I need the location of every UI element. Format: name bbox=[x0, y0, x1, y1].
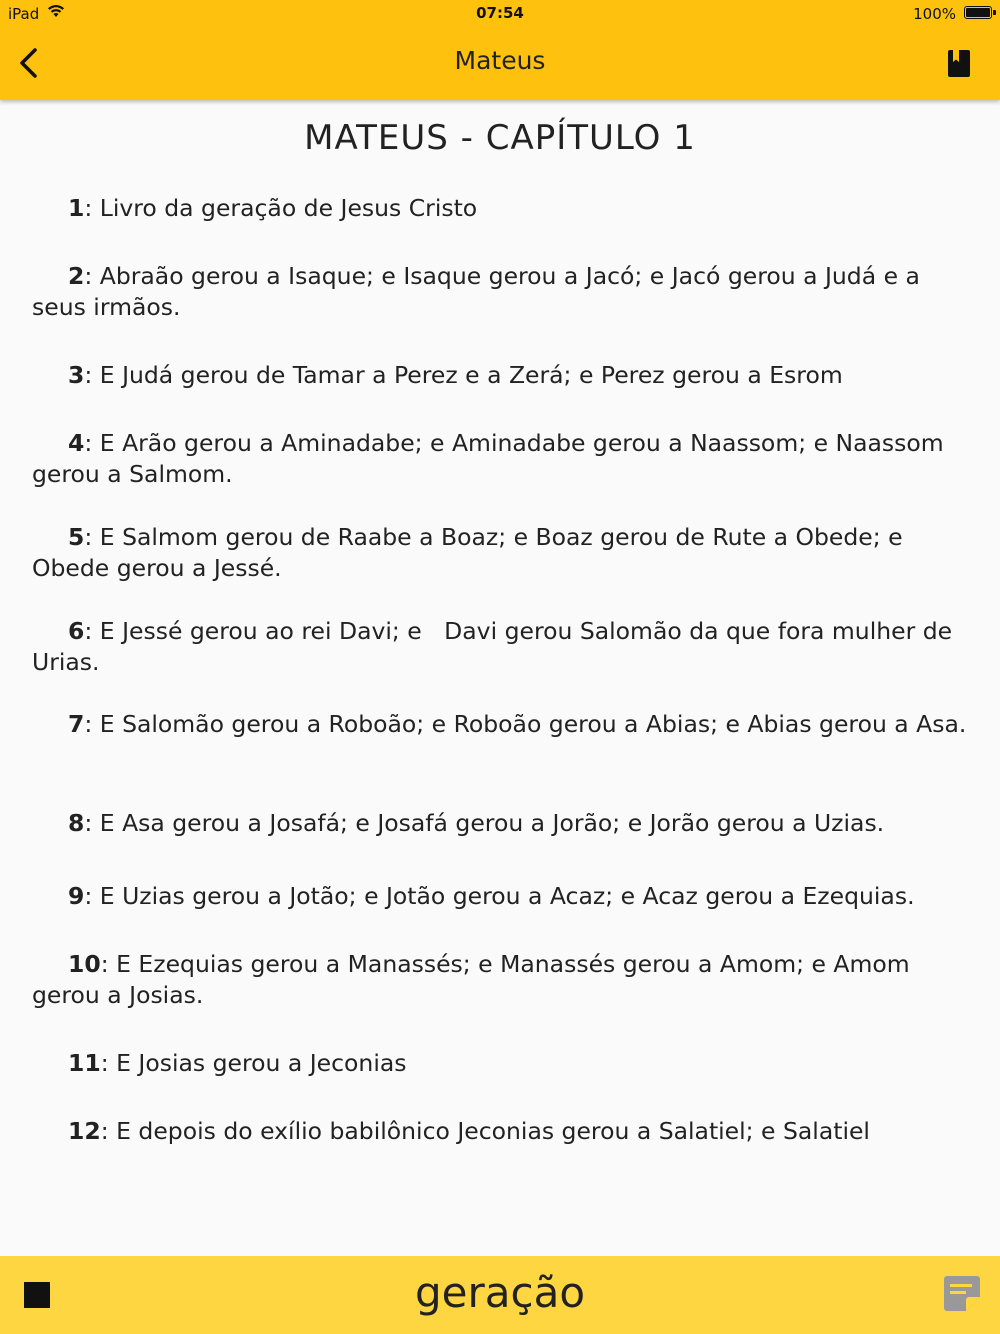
verse-number: 11 bbox=[68, 1049, 101, 1077]
battery-icon bbox=[964, 6, 992, 19]
verse-text: : E Salomão gerou a Roboão; e Roboão gerou a Abias; e Abias gerou a Asa. bbox=[84, 710, 967, 738]
status-time: 07:54 bbox=[476, 4, 524, 22]
note-button[interactable] bbox=[942, 1273, 982, 1313]
chapter-title: MATEUS - CAPÍTULO 1 bbox=[304, 118, 696, 158]
verse-number: 5 bbox=[68, 523, 85, 551]
verse[interactable] bbox=[32, 808, 972, 839]
verse-number: 4 bbox=[68, 429, 85, 457]
verse-text: : E depois do exílio babilônico Jeconias gerou a Salatiel; e Salatiel bbox=[100, 1117, 870, 1145]
verse-text: : E Josias gerou a Jeconias bbox=[100, 1049, 407, 1077]
verse-number: 12 bbox=[68, 1117, 101, 1145]
carrier-label: iPad bbox=[8, 5, 40, 23]
verse[interactable] bbox=[32, 709, 972, 740]
status-bar bbox=[0, 0, 1000, 28]
page-title: Mateus bbox=[454, 46, 546, 75]
verse[interactable] bbox=[32, 360, 972, 391]
verse[interactable] bbox=[32, 261, 972, 323]
verse[interactable] bbox=[32, 522, 972, 584]
verse-number: 1 bbox=[68, 194, 85, 222]
current-word: geração bbox=[414, 1268, 586, 1317]
verse[interactable] bbox=[32, 1048, 972, 1079]
verse-number: 9 bbox=[68, 882, 85, 910]
verse-text: : E Judá gerou de Tamar a Perez e a Zerá; e Perez gerou a Esrom bbox=[84, 361, 843, 389]
verse-text: : E Ezequias gerou a Manassés; e Manassés gerou a Amom; e Amom gerou a Josias. bbox=[32, 950, 910, 1009]
top-app-bar bbox=[0, 0, 1000, 100]
verse-number: 3 bbox=[68, 361, 85, 389]
verse-number: 8 bbox=[68, 809, 85, 837]
book-button[interactable] bbox=[948, 50, 970, 77]
verse[interactable] bbox=[32, 881, 972, 912]
verse[interactable] bbox=[32, 616, 972, 678]
verse-number: 7 bbox=[68, 710, 85, 738]
verse-text: : Livro da geração de Jesus Cristo bbox=[84, 194, 478, 222]
verse[interactable] bbox=[32, 949, 972, 1011]
verse-text: : Abraão gerou a Isaque; e Isaque gerou a Jacó; e Jacó gerou a Judá e a seus irmãos. bbox=[32, 262, 920, 321]
verse-text: : E Salmom gerou de Raabe a Boaz; e Boaz gerou de Rute a Obede; e Obede gerou a Jessé. bbox=[32, 523, 903, 582]
verse-text: : E Jessé gerou ao rei Davi; e Davi gerou Salomão da que fora mulher de Urias. bbox=[32, 617, 960, 676]
book-icon bbox=[948, 50, 970, 77]
verse-text: : E Arão gerou a Aminadabe; e Aminadabe gerou a Naassom; e Naassom gerou a Salmom. bbox=[32, 429, 944, 488]
verse[interactable] bbox=[32, 193, 972, 224]
verse[interactable] bbox=[32, 1116, 972, 1147]
verse-number: 10 bbox=[68, 950, 101, 978]
verse-text: : E Asa gerou a Josafá; e Josafá gerou a Jorão; e Jorão gerou a Uzias. bbox=[84, 809, 885, 837]
verse[interactable] bbox=[32, 428, 972, 490]
verse-text: : E Uzias gerou a Jotão; e Jotão gerou a Acaz; e Acaz gerou a Ezequias. bbox=[84, 882, 915, 910]
verse-number: 2 bbox=[68, 262, 85, 290]
chapter-content[interactable] bbox=[0, 100, 1000, 1255]
bottom-audio-bar bbox=[0, 1256, 1000, 1334]
battery-percent: 100% bbox=[913, 5, 956, 23]
note-edit-icon bbox=[942, 1273, 982, 1313]
verse-number: 6 bbox=[68, 617, 85, 645]
